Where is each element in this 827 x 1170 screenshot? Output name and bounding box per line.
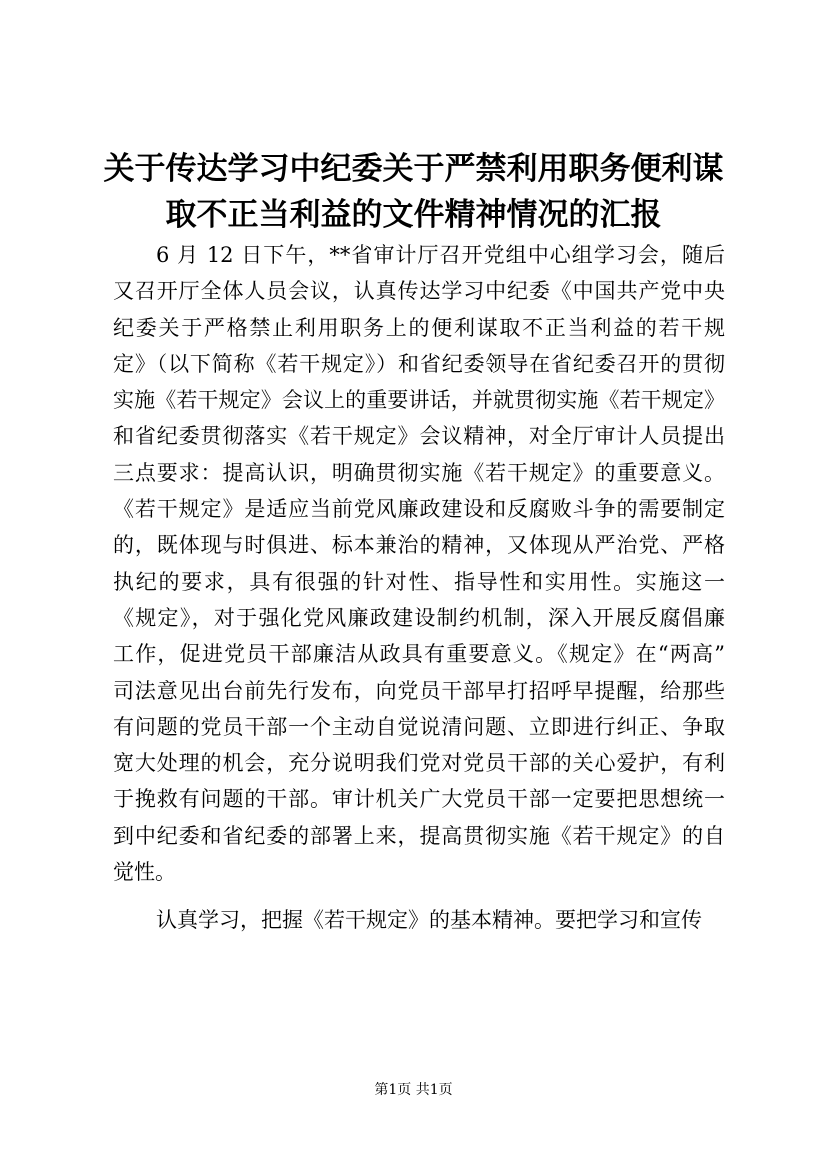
text-line: 认真学习，把握《若干规定》的基本精神。要把学习和宣传 bbox=[156, 908, 702, 933]
text-line: 到中纪委和省纪委的部署上来，提高贯彻实施《若干规定》的自 bbox=[113, 823, 725, 848]
text-line: 6 月 12 日下午，**省审计厅召开党组中心组学习会，随后 bbox=[156, 243, 725, 267]
text-line: 纪委关于严格禁止利用职务上的便利谋取不正当利益的若干规 bbox=[113, 315, 725, 340]
text-line: 执纪的要求，具有很强的针对性、指导性和实用性。实施这一 bbox=[113, 569, 725, 594]
document-body bbox=[113, 237, 725, 939]
text-line: 工作，促进党员干部廉洁从政具有重要意义。《规定》在“两高” bbox=[113, 642, 725, 667]
text-line: 三点要求：提高认识，明确贯彻实施《若干规定》的重要意义。 bbox=[113, 460, 725, 485]
text-line: 和省纪委贯彻落实《若干规定》会议精神，对全厅审计人员提出 bbox=[113, 424, 725, 449]
text-line: 有问题的党员干部一个主动自觉说清问题、立即进行纠正、争取 bbox=[113, 714, 725, 739]
paragraph-gap bbox=[113, 890, 725, 902]
text-line: 《规定》，对于强化党风廉政建设制约机制，深入开展反腐倡廉 bbox=[113, 605, 725, 630]
text-line: 定》（以下简称《若干规定》）和省纪委领导在省纪委召开的贯彻 bbox=[113, 351, 725, 376]
paragraph-1 bbox=[113, 237, 725, 890]
title-line: 关于传达学习中纪委关于严禁利用职务便利谋 bbox=[103, 151, 724, 187]
paragraph-2 bbox=[113, 902, 725, 938]
text-line: 宽大处理的机会，充分说明我们党对党员干部的关心爱护，有利 bbox=[113, 751, 725, 776]
text-line: 觉性。 bbox=[113, 860, 176, 885]
text-line: 《若干规定》是适应当前党风廉政建设和反腐败斗争的需要制定 bbox=[113, 497, 725, 522]
text-line: 实施《若干规定》会议上的重要讲话，并就贯彻实施《若干规定》 bbox=[113, 388, 725, 413]
title-line: 取不正当利益的文件精神情况的汇报 bbox=[165, 197, 662, 233]
document-title bbox=[100, 146, 727, 238]
page-number-label: 第1页 共1页 bbox=[374, 1082, 453, 1098]
text-line: 于挽救有问题的干部。审计机关广大党员干部一定要把思想统一 bbox=[113, 787, 725, 812]
text-line: 又召开厅全体人员会议，认真传达学习中纪委《中国共产党中央 bbox=[113, 279, 725, 304]
page-footer bbox=[0, 1080, 827, 1100]
text-line: 的，既体现与时俱进、标本兼治的精神，又体现从严治党、严格 bbox=[113, 533, 725, 558]
text-line: 司法意见出台前先行发布，向党员干部早打招呼早提醒，给那些 bbox=[113, 678, 725, 703]
